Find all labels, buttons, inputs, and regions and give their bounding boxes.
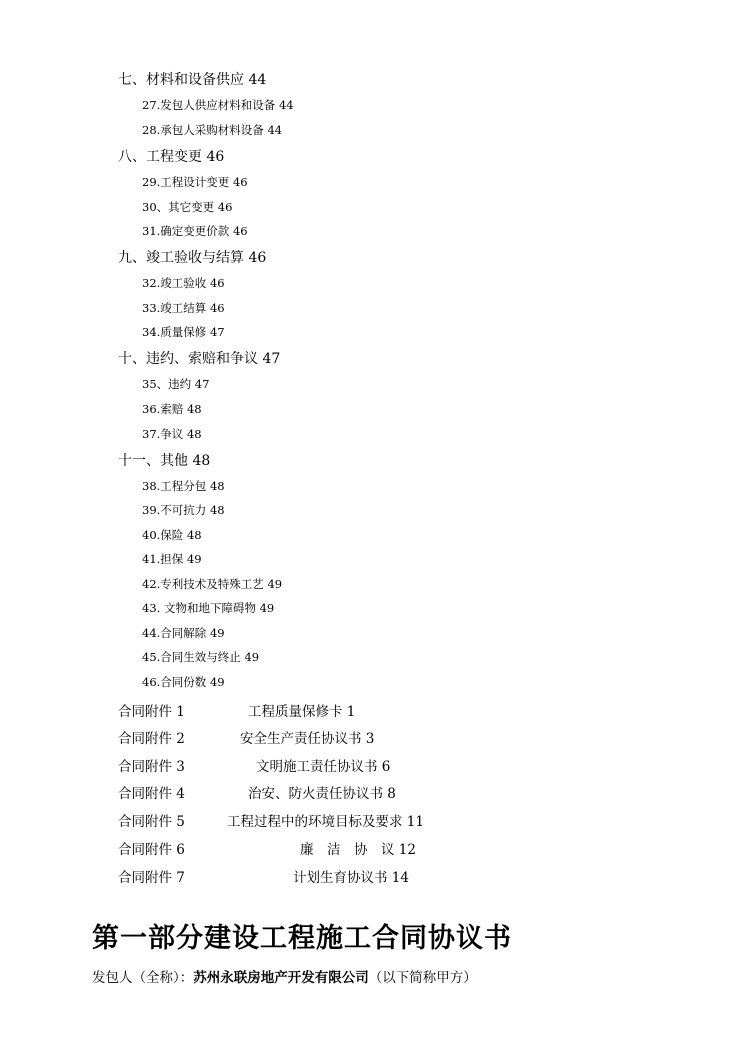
toc-item: 30、其它变更 46 (142, 200, 233, 214)
toc-item: 29.工程设计变更 46 (142, 175, 248, 189)
annex-title: 文明施工责任协议书 6 (256, 759, 391, 775)
toc-chapter: 八、工程变更 46 (118, 149, 225, 165)
employer-name: 苏州永联房地产开发有限公司 (193, 970, 369, 986)
annex-label: 合同附件 6 (118, 842, 185, 858)
annex-label: 合同附件 7 (118, 870, 185, 886)
toc-chapter: 九、竣工验收与结算 46 (118, 250, 267, 266)
annex-title: 安全生产责任协议书 3 (240, 731, 375, 747)
annex-title: 计划生育协议书 14 (293, 870, 409, 886)
annex-label: 合同附件 3 (118, 759, 185, 775)
toc-item: 32.竣工验收 46 (142, 276, 225, 290)
employer-label: 发包人（全称）： (92, 970, 194, 986)
toc-item: 45.合同生效与终止 49 (142, 650, 260, 664)
toc-item: 40.保险 48 (142, 528, 202, 542)
toc-chapter: 十、违约、索赔和争议 47 (118, 351, 281, 367)
employer-line (92, 966, 477, 986)
toc-item: 42.专利技术及特殊工艺 49 (142, 577, 283, 591)
toc-item: 31.确定变更价款 46 (142, 224, 248, 238)
annex-label: 合同附件 1 (118, 704, 185, 720)
annex-label: 合同附件 5 (118, 814, 185, 830)
toc-chapter: 七、材料和设备供应 44 (118, 72, 267, 88)
annex-title: 工程过程中的环境目标及要求 11 (227, 814, 424, 830)
toc-item: 41.担保 49 (142, 552, 202, 566)
annex-label: 合同附件 4 (118, 786, 185, 802)
toc-item: 34.质量保修 47 (142, 325, 225, 339)
toc-chapter: 十一、其他 48 (118, 453, 211, 469)
section-heading: 第一部分建设工程施工合同协议书 (92, 923, 512, 954)
toc-item: 43. 文物和地下障碍物 49 (142, 601, 275, 615)
employer-note: （以下简称甲方） (368, 970, 477, 986)
annex-title: 廉 洁 协 议 12 (300, 842, 416, 858)
toc-item: 38.工程分包 48 (142, 479, 225, 493)
toc-item: 35、违约 47 (142, 377, 210, 391)
annex-title: 治安、防火责任协议书 8 (248, 786, 396, 802)
toc-item: 28.承包人采购材料设备 44 (142, 123, 283, 137)
annex-label: 合同附件 2 (118, 731, 185, 747)
toc-item: 37.争议 48 (142, 427, 202, 441)
toc-item: 36.索赔 48 (142, 402, 202, 416)
toc-item: 46.合同份数 49 (142, 675, 225, 689)
toc-item: 33.竣工结算 46 (142, 301, 225, 315)
toc-item: 39.不可抗力 48 (142, 503, 225, 517)
toc-item: 27.发包人供应材料和设备 44 (142, 98, 294, 112)
annex-title: 工程质量保修卡 1 (248, 704, 356, 720)
toc-item: 44.合同解除 49 (142, 626, 225, 640)
